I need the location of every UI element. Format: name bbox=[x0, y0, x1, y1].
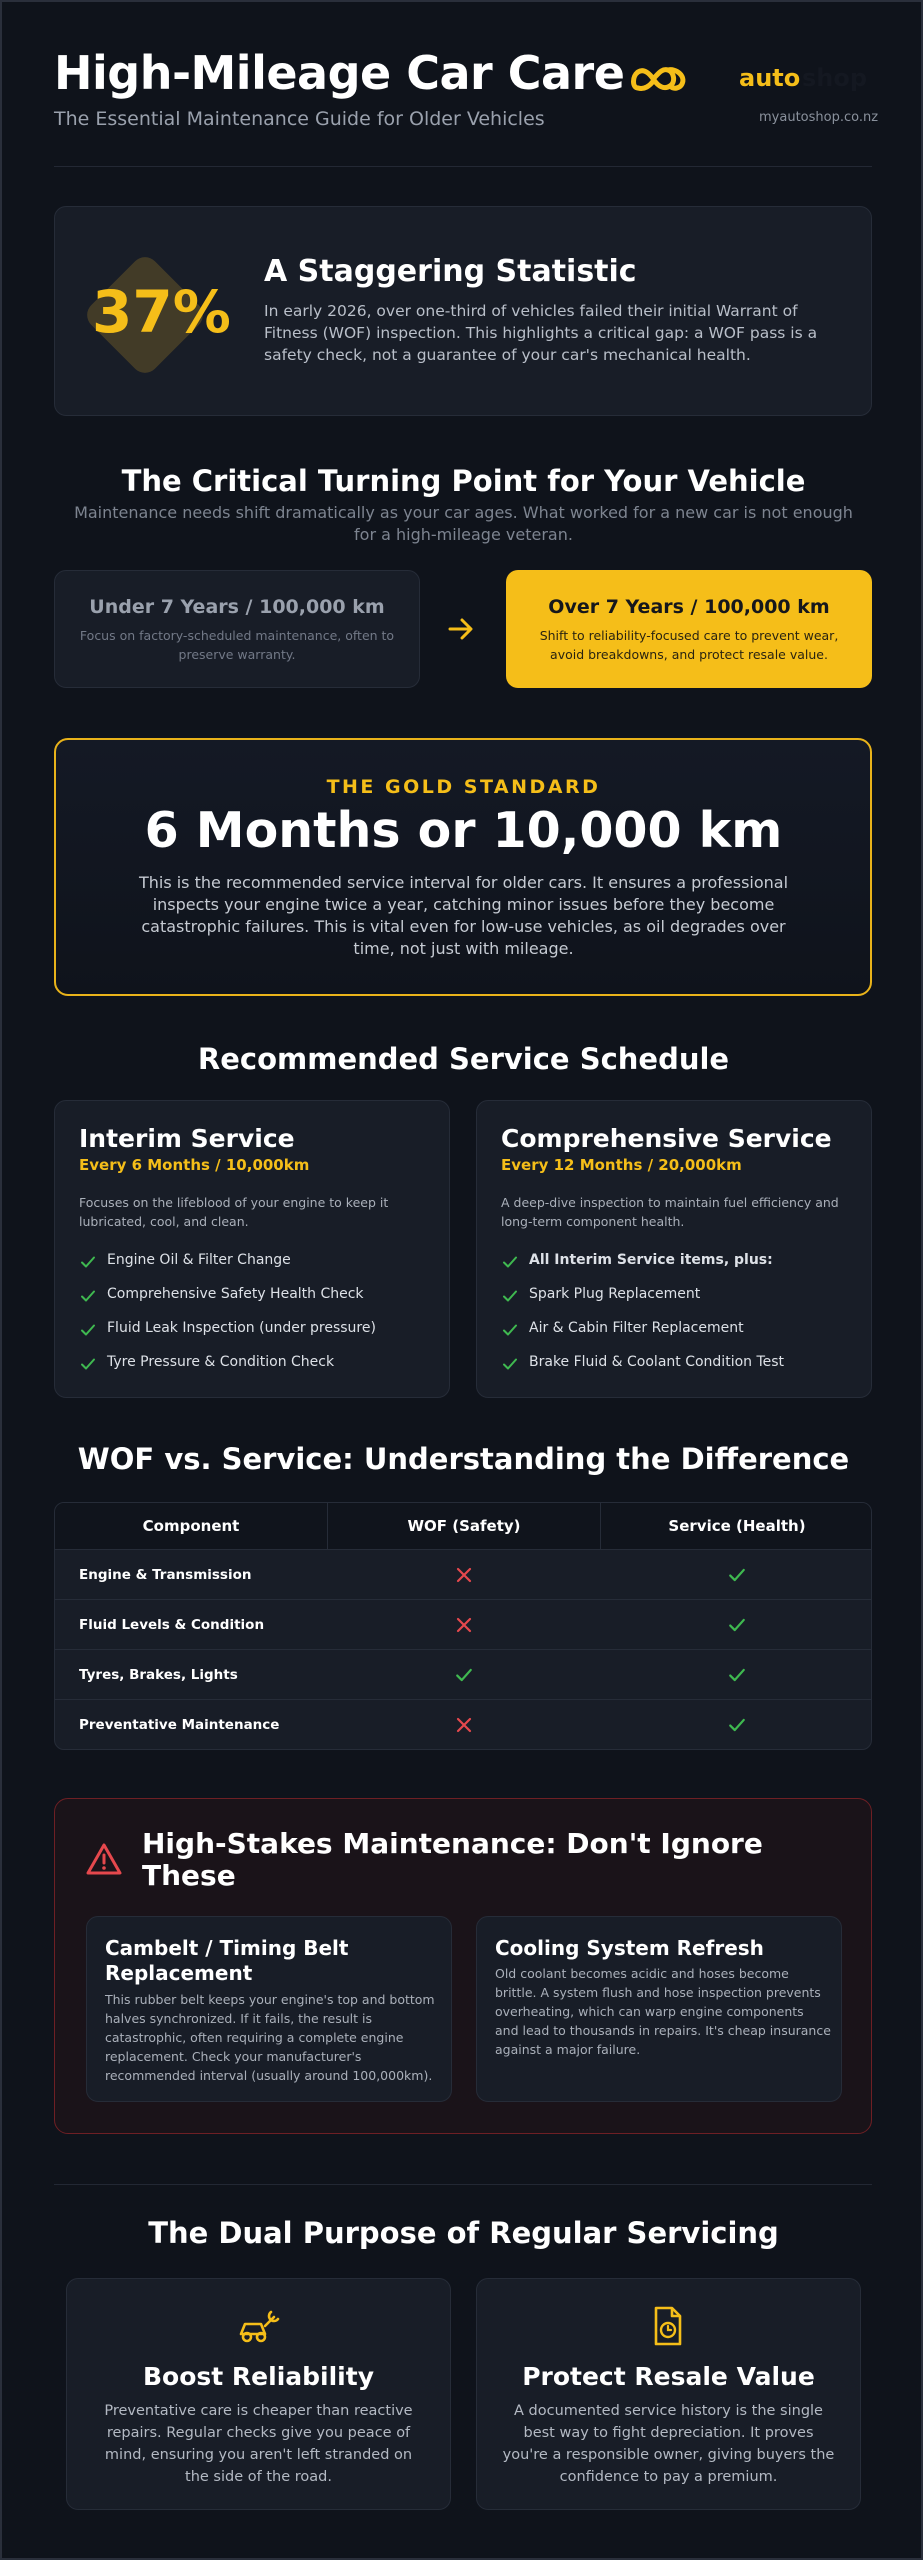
table-header-component: Component bbox=[142, 1517, 240, 1535]
comprehensive-service-frequency: Every 12 Months / 20,000km bbox=[501, 1156, 742, 1174]
cooling-system-heading: Cooling System Refresh bbox=[495, 1936, 764, 1960]
comprehensive-service-heading: Comprehensive Service bbox=[501, 1124, 832, 1153]
statistic-value: 37% bbox=[92, 278, 231, 346]
table-row bbox=[55, 1599, 872, 1649]
logo-icon bbox=[630, 58, 690, 98]
check-icon bbox=[728, 1666, 746, 1684]
table-row-label: Tyres, Brakes, Lights bbox=[79, 1667, 238, 1683]
check-icon bbox=[80, 1323, 96, 1337]
car-wrench-icon bbox=[237, 2304, 281, 2348]
check-icon bbox=[502, 1255, 518, 1269]
high-stakes-title: High-Stakes Maintenance: Don't Ignore These bbox=[142, 1827, 763, 1892]
cambelt-heading: Cambelt / Timing Belt Replacement bbox=[105, 1936, 349, 1985]
check-icon bbox=[502, 1289, 518, 1303]
interim-list-item: Comprehensive Safety Health Check bbox=[107, 1286, 364, 1302]
protect-resale-text: A documented service history is the single best way to fight depreciation. It proves you're a responsible owner, giving buyers the confidence to pay a premium. bbox=[502, 2403, 835, 2485]
comparison-table bbox=[54, 1502, 872, 1750]
table-row bbox=[55, 1549, 872, 1599]
service-schedule-title: Recommended Service Schedule bbox=[197, 1042, 730, 1076]
table-row bbox=[55, 1649, 872, 1699]
check-icon bbox=[502, 1357, 518, 1371]
cross-icon bbox=[455, 1716, 473, 1734]
comp-list-item: Brake Fluid & Coolant Condition Test bbox=[529, 1354, 785, 1370]
table-row-label: Fluid Levels & Condition bbox=[79, 1617, 265, 1633]
logo-url: myautoshop.co.nz bbox=[759, 110, 879, 125]
check-icon bbox=[502, 1323, 518, 1337]
section-divider bbox=[54, 2184, 872, 2185]
check-icon bbox=[80, 1289, 96, 1303]
table-header bbox=[55, 1503, 872, 1549]
turning-point-subtitle: Maintenance needs shift dramatically as your car ages. What worked for a new car is not enough for a high-mileage veteran. bbox=[74, 503, 853, 544]
cambelt-text: This rubber belt keeps your engine's top and bottom halves synchronized. If it fails, the result is catastrophic, often requiring a complete engine replacement. Check your manufacturer's recommended interval (usually around 100,000km). bbox=[105, 1992, 435, 2083]
logo-wordmark: auto bbox=[739, 64, 801, 92]
cross-icon bbox=[455, 1566, 473, 1584]
cooling-system-text: Old coolant becomes acidic and hoses become brittle. A system flush and hose inspection prevents overheating, which can warp engine components and lead to thousands in repairs. It's cheap insurance against a major failure. bbox=[495, 1966, 831, 2057]
interim-list-item: Fluid Leak Inspection (under pressure) bbox=[107, 1320, 376, 1336]
table-row-label: Engine & Transmission bbox=[79, 1567, 252, 1583]
interim-service-frequency: Every 6 Months / 10,000km bbox=[79, 1156, 310, 1174]
gold-standard-interval: 6 Months or 10,000 km bbox=[144, 802, 783, 859]
table-header-wof: WOF (Safety) bbox=[407, 1517, 521, 1535]
gold-standard-label: THE GOLD STANDARD bbox=[326, 776, 601, 798]
check-icon bbox=[728, 1616, 746, 1634]
check-icon bbox=[728, 1566, 746, 1584]
comparison-title: WOF vs. Service: Understanding the Difference bbox=[77, 1442, 850, 1476]
warning-triangle-icon bbox=[86, 1842, 122, 1876]
comp-list-item: Spark Plug Replacement bbox=[529, 1286, 701, 1302]
over-7-years-text: Shift to reliability-focused care to prevent wear, avoid breakdowns, and protect resale value. bbox=[539, 628, 839, 662]
under-7-years-text: Focus on factory-scheduled maintenance, often to preserve warranty. bbox=[79, 628, 395, 662]
logo-wordmark-dark: shop bbox=[802, 64, 868, 92]
dual-purpose-title: The Dual Purpose of Regular Servicing bbox=[148, 2216, 779, 2250]
protect-resale-heading: Protect Resale Value bbox=[522, 2362, 815, 2391]
comp-list-item: Air & Cabin Filter Replacement bbox=[529, 1320, 744, 1336]
page-title: High-Mileage Car Care bbox=[54, 46, 625, 100]
cross-icon bbox=[455, 1616, 473, 1634]
interim-service-description: Focuses on the lifeblood of your engine to keep it lubricated, cool, and clean. bbox=[79, 1195, 389, 1229]
under-7-years-heading: Under 7 Years / 100,000 km bbox=[89, 596, 385, 618]
table-row bbox=[55, 1699, 872, 1749]
arrow-right-icon bbox=[446, 610, 476, 648]
comprehensive-service-description: A deep-dive inspection to maintain fuel efficiency and long-term component health. bbox=[501, 1195, 839, 1229]
check-icon bbox=[80, 1255, 96, 1269]
comp-list-item: All Interim Service items, plus: bbox=[529, 1252, 773, 1268]
boost-reliability-text: Preventative care is cheaper than reactive repairs. Regular checks give you peace of mind, ensuring you aren't left stranded on the side of the road. bbox=[104, 2403, 413, 2485]
gold-standard-text: This is the recommended service interval for older cars. It ensures a professional inspects your engine twice a year, catching minor issues before they become catastrophic failures. This is vital even for low-use vehicles, as oil degrades over time, not just with mileage. bbox=[138, 873, 789, 958]
interim-list-item: Engine Oil & Filter Change bbox=[107, 1252, 291, 1268]
table-row-label: Preventative Maintenance bbox=[79, 1717, 280, 1733]
table-header-service: Service (Health) bbox=[668, 1517, 806, 1535]
header-divider bbox=[54, 166, 872, 167]
turning-point-title: The Critical Turning Point for Your Vehicle bbox=[121, 464, 806, 498]
interim-list-item: Tyre Pressure & Condition Check bbox=[107, 1354, 335, 1370]
statistic-title: A Staggering Statistic bbox=[264, 254, 637, 289]
check-icon bbox=[80, 1357, 96, 1371]
boost-reliability-heading: Boost Reliability bbox=[142, 2362, 374, 2391]
page-subtitle: The Essential Maintenance Guide for Older Vehicles bbox=[54, 108, 545, 130]
check-icon bbox=[728, 1716, 746, 1734]
statistic-text: In early 2026, over one-third of vehicles failed their initial Warrant of Fitness (WOF) inspection. This highlights a critical gap: a WOF pass is a safety check, not a guarantee of your car's mechanical health. bbox=[264, 302, 818, 364]
check-icon bbox=[455, 1666, 473, 1684]
over-7-years-heading: Over 7 Years / 100,000 km bbox=[548, 596, 830, 618]
document-clock-icon bbox=[646, 2304, 690, 2348]
interim-service-heading: Interim Service bbox=[79, 1124, 295, 1153]
